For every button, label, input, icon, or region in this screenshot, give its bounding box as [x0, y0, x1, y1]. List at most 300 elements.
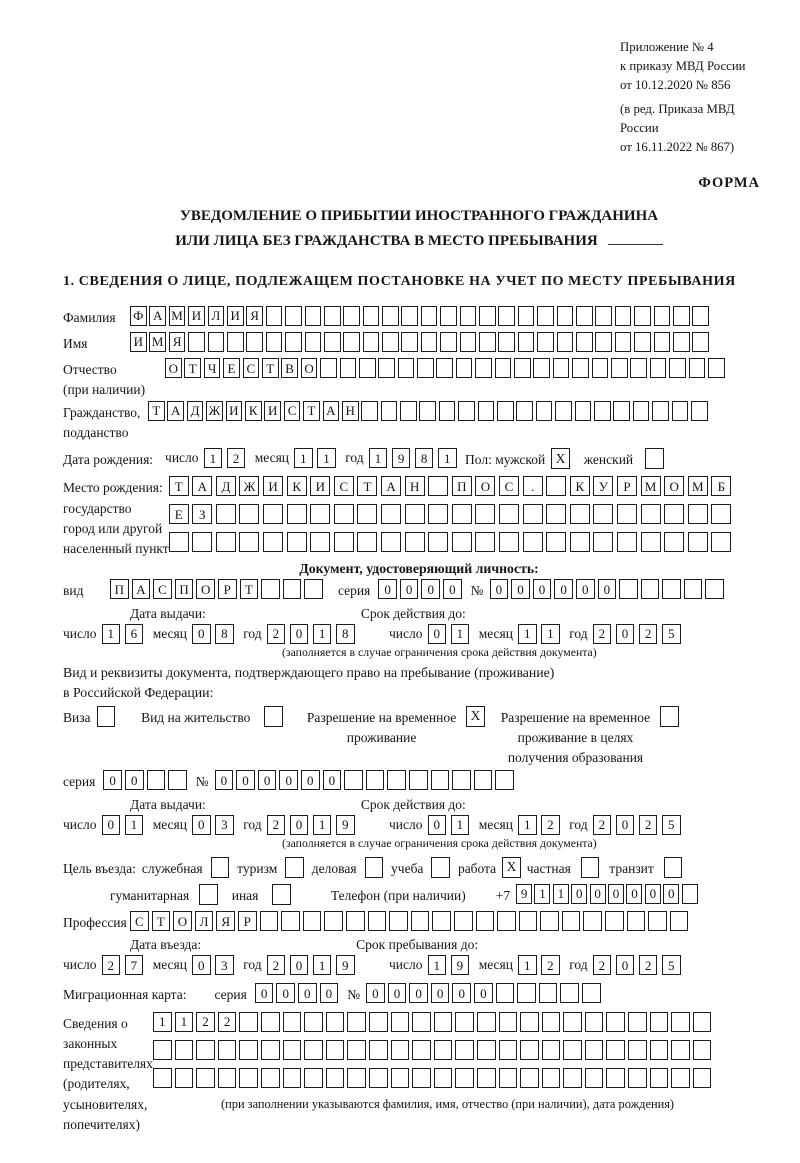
char-cell[interactable]: 0: [490, 579, 509, 599]
char-cell[interactable]: [634, 332, 651, 352]
char-cell[interactable]: [391, 1068, 410, 1088]
char-cell[interactable]: [650, 1068, 669, 1088]
char-cell[interactable]: [671, 1040, 690, 1060]
char-cell[interactable]: М: [169, 306, 186, 326]
char-cell[interactable]: 0: [301, 770, 320, 790]
char-cell[interactable]: [455, 1068, 474, 1088]
char-cell[interactable]: [693, 1040, 712, 1060]
char-cell[interactable]: [495, 770, 514, 790]
char-cell[interactable]: 0: [616, 815, 635, 835]
identity-issue-date-cells[interactable]: [63, 624, 359, 644]
char-cell[interactable]: [266, 306, 283, 326]
char-cell[interactable]: 0: [554, 579, 573, 599]
char-cell[interactable]: [499, 1012, 518, 1032]
char-cell[interactable]: 0: [290, 955, 309, 975]
residence-number-cells[interactable]: [215, 770, 517, 790]
char-cell[interactable]: [613, 401, 630, 421]
char-cell[interactable]: 0: [192, 955, 211, 975]
char-cell[interactable]: [542, 1068, 561, 1088]
char-cell[interactable]: Ж: [206, 401, 223, 421]
char-cell[interactable]: [239, 504, 259, 524]
char-cell[interactable]: 0: [290, 815, 309, 835]
char-cell[interactable]: 2: [102, 955, 121, 975]
char-cell[interactable]: [452, 532, 472, 552]
char-cell[interactable]: [261, 1040, 280, 1060]
migcard-series-cells[interactable]: [255, 983, 341, 1003]
char-cell[interactable]: [434, 1012, 453, 1032]
char-cell[interactable]: В: [281, 358, 298, 378]
char-cell[interactable]: И: [310, 476, 330, 496]
char-cell[interactable]: 0: [236, 770, 255, 790]
char-cell[interactable]: [304, 579, 323, 599]
char-cell[interactable]: И: [263, 476, 283, 496]
char-cell[interactable]: [692, 332, 709, 352]
char-cell[interactable]: [518, 332, 535, 352]
char-cell[interactable]: [495, 358, 512, 378]
char-cell[interactable]: [654, 306, 671, 326]
char-cell[interactable]: 1: [313, 815, 332, 835]
char-cell[interactable]: .: [523, 476, 543, 496]
char-cell[interactable]: [595, 306, 612, 326]
char-cell[interactable]: [477, 1068, 496, 1088]
char-cell[interactable]: [263, 532, 283, 552]
char-cell[interactable]: [654, 332, 671, 352]
firstname-cells[interactable]: [130, 332, 712, 352]
char-cell[interactable]: [363, 306, 380, 326]
char-cell[interactable]: 0: [511, 579, 530, 599]
char-cell[interactable]: [476, 911, 495, 931]
char-cell[interactable]: 1: [518, 815, 537, 835]
purpose-other-checkbox[interactable]: [272, 884, 291, 905]
char-cell[interactable]: Б: [711, 476, 731, 496]
char-cell[interactable]: [261, 1012, 280, 1032]
char-cell[interactable]: [261, 579, 280, 599]
char-cell[interactable]: [540, 911, 559, 931]
char-cell[interactable]: [387, 770, 406, 790]
char-cell[interactable]: [576, 332, 593, 352]
char-cell[interactable]: [455, 1040, 474, 1060]
char-cell[interactable]: К: [570, 476, 590, 496]
char-cell[interactable]: [412, 1068, 431, 1088]
char-cell[interactable]: [326, 1068, 345, 1088]
doc-kind-cells[interactable]: [110, 579, 326, 599]
char-cell[interactable]: [363, 332, 380, 352]
char-cell[interactable]: [606, 1040, 625, 1060]
char-cell[interactable]: [593, 504, 613, 524]
char-cell[interactable]: [628, 1068, 647, 1088]
stay-until-date-cells[interactable]: [389, 955, 685, 975]
char-cell[interactable]: [303, 911, 322, 931]
char-cell[interactable]: [261, 1068, 280, 1088]
char-cell[interactable]: Ж: [239, 476, 259, 496]
char-cell[interactable]: Т: [303, 401, 320, 421]
char-cell[interactable]: [324, 306, 341, 326]
char-cell[interactable]: [498, 332, 515, 352]
char-cell[interactable]: [517, 983, 536, 1003]
purpose-study-checkbox[interactable]: [431, 857, 450, 878]
char-cell[interactable]: [546, 476, 566, 496]
char-cell[interactable]: [672, 401, 689, 421]
char-cell[interactable]: [611, 358, 628, 378]
char-cell[interactable]: [357, 532, 377, 552]
char-cell[interactable]: 1: [175, 1012, 194, 1032]
char-cell[interactable]: 2: [227, 448, 246, 468]
char-cell[interactable]: 2: [267, 955, 286, 975]
char-cell[interactable]: 1: [125, 815, 144, 835]
char-cell[interactable]: [347, 1012, 366, 1032]
char-cell[interactable]: [326, 1040, 345, 1060]
char-cell[interactable]: [518, 306, 535, 326]
char-cell[interactable]: 1: [518, 624, 537, 644]
char-cell[interactable]: [553, 358, 570, 378]
char-cell[interactable]: [536, 401, 553, 421]
char-cell[interactable]: [570, 504, 590, 524]
char-cell[interactable]: [539, 983, 558, 1003]
char-cell[interactable]: [456, 358, 473, 378]
char-cell[interactable]: [455, 1012, 474, 1032]
char-cell[interactable]: [605, 911, 624, 931]
char-cell[interactable]: [585, 1040, 604, 1060]
visa-checkbox[interactable]: [97, 706, 116, 727]
char-cell[interactable]: [421, 306, 438, 326]
char-cell[interactable]: [711, 504, 731, 524]
char-cell[interactable]: [283, 1012, 302, 1032]
char-cell[interactable]: [310, 504, 330, 524]
char-cell[interactable]: [287, 504, 307, 524]
guardians-cells-row3[interactable]: [153, 1068, 714, 1088]
char-cell[interactable]: [570, 532, 590, 552]
char-cell[interactable]: 1: [534, 884, 550, 904]
char-cell[interactable]: 1: [451, 624, 470, 644]
char-cell[interactable]: [281, 911, 300, 931]
char-cell[interactable]: [208, 332, 225, 352]
char-cell[interactable]: [434, 1040, 453, 1060]
char-cell[interactable]: [382, 332, 399, 352]
purpose-business-checkbox[interactable]: [365, 857, 384, 878]
char-cell[interactable]: [381, 504, 401, 524]
char-cell[interactable]: Я: [169, 332, 186, 352]
char-cell[interactable]: 1: [438, 448, 457, 468]
char-cell[interactable]: 0: [645, 884, 661, 904]
char-cell[interactable]: [216, 504, 236, 524]
char-cell[interactable]: Р: [218, 579, 237, 599]
char-cell[interactable]: 0: [103, 770, 122, 790]
char-cell[interactable]: [428, 476, 448, 496]
char-cell[interactable]: 9: [392, 448, 411, 468]
purpose-tourism-checkbox[interactable]: [285, 857, 304, 878]
char-cell[interactable]: [682, 884, 698, 904]
char-cell[interactable]: [496, 983, 515, 1003]
char-cell[interactable]: Т: [148, 401, 165, 421]
char-cell[interactable]: [475, 504, 495, 524]
char-cell[interactable]: [382, 306, 399, 326]
char-cell[interactable]: [400, 401, 417, 421]
char-cell[interactable]: 0: [428, 815, 447, 835]
char-cell[interactable]: [479, 306, 496, 326]
char-cell[interactable]: 2: [196, 1012, 215, 1032]
char-cell[interactable]: 1: [204, 448, 223, 468]
char-cell[interactable]: [582, 983, 601, 1003]
char-cell[interactable]: 0: [431, 983, 450, 1003]
char-cell[interactable]: [572, 358, 589, 378]
char-cell[interactable]: [305, 306, 322, 326]
char-cell[interactable]: [411, 911, 430, 931]
char-cell[interactable]: [519, 911, 538, 931]
char-cell[interactable]: [216, 532, 236, 552]
char-cell[interactable]: [688, 532, 708, 552]
char-cell[interactable]: [398, 358, 415, 378]
char-cell[interactable]: [498, 306, 515, 326]
char-cell[interactable]: [628, 1012, 647, 1032]
char-cell[interactable]: И: [264, 401, 281, 421]
char-cell[interactable]: [343, 332, 360, 352]
char-cell[interactable]: [452, 770, 471, 790]
char-cell[interactable]: [381, 532, 401, 552]
char-cell[interactable]: [475, 532, 495, 552]
char-cell[interactable]: [283, 1068, 302, 1088]
char-cell[interactable]: А: [167, 401, 184, 421]
char-cell[interactable]: [369, 1012, 388, 1032]
char-cell[interactable]: [546, 504, 566, 524]
char-cell[interactable]: А: [149, 306, 166, 326]
char-cell[interactable]: [585, 1068, 604, 1088]
char-cell[interactable]: [391, 1012, 410, 1032]
char-cell[interactable]: [585, 1012, 604, 1032]
char-cell[interactable]: [664, 504, 684, 524]
char-cell[interactable]: [147, 770, 166, 790]
char-cell[interactable]: К: [287, 476, 307, 496]
guardians-cells-row1[interactable]: [153, 1012, 714, 1032]
char-cell[interactable]: 6: [125, 624, 144, 644]
char-cell[interactable]: Н: [342, 401, 359, 421]
char-cell[interactable]: [670, 911, 689, 931]
char-cell[interactable]: [283, 1040, 302, 1060]
guardians-cells-row2[interactable]: [153, 1040, 714, 1060]
char-cell[interactable]: М: [688, 476, 708, 496]
char-cell[interactable]: [542, 1040, 561, 1060]
char-cell[interactable]: 3: [215, 815, 234, 835]
char-cell[interactable]: С: [499, 476, 519, 496]
char-cell[interactable]: [428, 532, 448, 552]
char-cell[interactable]: [673, 306, 690, 326]
char-cell[interactable]: [369, 1068, 388, 1088]
char-cell[interactable]: [320, 358, 337, 378]
char-cell[interactable]: С: [334, 476, 354, 496]
char-cell[interactable]: [557, 332, 574, 352]
char-cell[interactable]: [671, 1012, 690, 1032]
char-cell[interactable]: [378, 358, 395, 378]
char-cell[interactable]: [421, 332, 438, 352]
char-cell[interactable]: [239, 532, 259, 552]
char-cell[interactable]: [432, 911, 451, 931]
char-cell[interactable]: [324, 332, 341, 352]
char-cell[interactable]: И: [226, 401, 243, 421]
char-cell[interactable]: 0: [298, 983, 317, 1003]
char-cell[interactable]: 2: [218, 1012, 237, 1032]
char-cell[interactable]: [263, 504, 283, 524]
char-cell[interactable]: [357, 504, 377, 524]
char-cell[interactable]: 1: [153, 1012, 172, 1032]
birthplace-cells-row1[interactable]: [169, 476, 735, 496]
char-cell[interactable]: [175, 1068, 194, 1088]
char-cell[interactable]: 0: [616, 955, 635, 975]
char-cell[interactable]: [537, 306, 554, 326]
surname-cells[interactable]: [130, 306, 712, 326]
char-cell[interactable]: [334, 504, 354, 524]
birthdate-cells[interactable]: [165, 448, 461, 468]
char-cell[interactable]: Ч: [204, 358, 221, 378]
residence-issue-date-cells[interactable]: [63, 815, 359, 835]
char-cell[interactable]: 2: [593, 624, 612, 644]
char-cell[interactable]: Д: [187, 401, 204, 421]
char-cell[interactable]: [440, 332, 457, 352]
char-cell[interactable]: 2: [639, 955, 658, 975]
residence-series-cells[interactable]: [103, 770, 189, 790]
char-cell[interactable]: [662, 579, 681, 599]
char-cell[interactable]: 0: [279, 770, 298, 790]
char-cell[interactable]: П: [110, 579, 129, 599]
char-cell[interactable]: 0: [608, 884, 624, 904]
char-cell[interactable]: Л: [208, 306, 225, 326]
char-cell[interactable]: 0: [421, 579, 440, 599]
char-cell[interactable]: [641, 532, 661, 552]
char-cell[interactable]: [169, 532, 189, 552]
char-cell[interactable]: Т: [357, 476, 377, 496]
char-cell[interactable]: Т: [184, 358, 201, 378]
char-cell[interactable]: 2: [267, 815, 286, 835]
char-cell[interactable]: [560, 983, 579, 1003]
char-cell[interactable]: [514, 358, 531, 378]
char-cell[interactable]: [175, 1040, 194, 1060]
char-cell[interactable]: [575, 401, 592, 421]
char-cell[interactable]: [310, 532, 330, 552]
char-cell[interactable]: [381, 401, 398, 421]
char-cell[interactable]: 3: [215, 955, 234, 975]
char-cell[interactable]: [606, 1012, 625, 1032]
char-cell[interactable]: Е: [223, 358, 240, 378]
char-cell[interactable]: 5: [662, 624, 681, 644]
char-cell[interactable]: С: [243, 358, 260, 378]
char-cell[interactable]: К: [245, 401, 262, 421]
char-cell[interactable]: И: [227, 306, 244, 326]
char-cell[interactable]: [693, 1068, 712, 1088]
char-cell[interactable]: [285, 306, 302, 326]
char-cell[interactable]: [346, 911, 365, 931]
char-cell[interactable]: Е: [169, 504, 189, 524]
char-cell[interactable]: 0: [192, 815, 211, 835]
char-cell[interactable]: [630, 358, 647, 378]
char-cell[interactable]: 1: [369, 448, 388, 468]
char-cell[interactable]: [369, 1040, 388, 1060]
char-cell[interactable]: [460, 332, 477, 352]
char-cell[interactable]: 0: [616, 624, 635, 644]
char-cell[interactable]: [617, 532, 637, 552]
char-cell[interactable]: А: [192, 476, 212, 496]
char-cell[interactable]: [499, 532, 519, 552]
char-cell[interactable]: [454, 911, 473, 931]
char-cell[interactable]: [650, 1040, 669, 1060]
char-cell[interactable]: 2: [639, 624, 658, 644]
char-cell[interactable]: [343, 306, 360, 326]
profession-cells[interactable]: [130, 911, 691, 931]
char-cell[interactable]: [650, 1012, 669, 1032]
char-cell[interactable]: Ф: [130, 306, 147, 326]
char-cell[interactable]: [563, 1012, 582, 1032]
char-cell[interactable]: О: [196, 579, 215, 599]
char-cell[interactable]: [218, 1068, 237, 1088]
char-cell[interactable]: 2: [593, 815, 612, 835]
char-cell[interactable]: [606, 1068, 625, 1088]
char-cell[interactable]: [401, 332, 418, 352]
char-cell[interactable]: 0: [400, 579, 419, 599]
char-cell[interactable]: [523, 504, 543, 524]
char-cell[interactable]: 2: [541, 815, 560, 835]
char-cell[interactable]: 0: [290, 624, 309, 644]
char-cell[interactable]: 1: [451, 815, 470, 835]
char-cell[interactable]: [246, 332, 263, 352]
temp-residence-checkbox[interactable]: X: [466, 706, 485, 727]
char-cell[interactable]: О: [173, 911, 192, 931]
char-cell[interactable]: [627, 911, 646, 931]
char-cell[interactable]: Н: [405, 476, 425, 496]
purpose-humanitarian-checkbox[interactable]: [199, 884, 218, 905]
char-cell[interactable]: [557, 306, 574, 326]
char-cell[interactable]: [648, 911, 667, 931]
char-cell[interactable]: 2: [593, 955, 612, 975]
char-cell[interactable]: 9: [516, 884, 532, 904]
char-cell[interactable]: 5: [662, 955, 681, 975]
char-cell[interactable]: М: [149, 332, 166, 352]
char-cell[interactable]: [304, 1012, 323, 1032]
char-cell[interactable]: [266, 332, 283, 352]
char-cell[interactable]: [555, 401, 572, 421]
char-cell[interactable]: [168, 770, 187, 790]
char-cell[interactable]: [692, 306, 709, 326]
residence-permit-checkbox[interactable]: [264, 706, 283, 727]
char-cell[interactable]: [188, 332, 205, 352]
char-cell[interactable]: [368, 911, 387, 931]
char-cell[interactable]: [474, 770, 493, 790]
char-cell[interactable]: [593, 532, 613, 552]
char-cell[interactable]: 1: [428, 955, 447, 975]
char-cell[interactable]: [196, 1068, 215, 1088]
char-cell[interactable]: [419, 401, 436, 421]
char-cell[interactable]: [452, 504, 472, 524]
char-cell[interactable]: О: [165, 358, 182, 378]
char-cell[interactable]: [196, 1040, 215, 1060]
char-cell[interactable]: [546, 532, 566, 552]
char-cell[interactable]: [436, 358, 453, 378]
sex-male-checkbox[interactable]: X: [551, 448, 570, 469]
char-cell[interactable]: 5: [662, 815, 681, 835]
char-cell[interactable]: [305, 332, 322, 352]
char-cell[interactable]: [409, 770, 428, 790]
char-cell[interactable]: [475, 358, 492, 378]
char-cell[interactable]: [691, 401, 708, 421]
char-cell[interactable]: [239, 1040, 258, 1060]
char-cell[interactable]: 0: [125, 770, 144, 790]
char-cell[interactable]: [497, 911, 516, 931]
migcard-number-cells[interactable]: [366, 983, 604, 1003]
char-cell[interactable]: [417, 358, 434, 378]
char-cell[interactable]: 1: [313, 955, 332, 975]
char-cell[interactable]: [617, 504, 637, 524]
char-cell[interactable]: [628, 1040, 647, 1060]
doc-series-cells[interactable]: [378, 579, 464, 599]
char-cell[interactable]: [615, 332, 632, 352]
char-cell[interactable]: 8: [215, 624, 234, 644]
char-cell[interactable]: 1: [313, 624, 332, 644]
